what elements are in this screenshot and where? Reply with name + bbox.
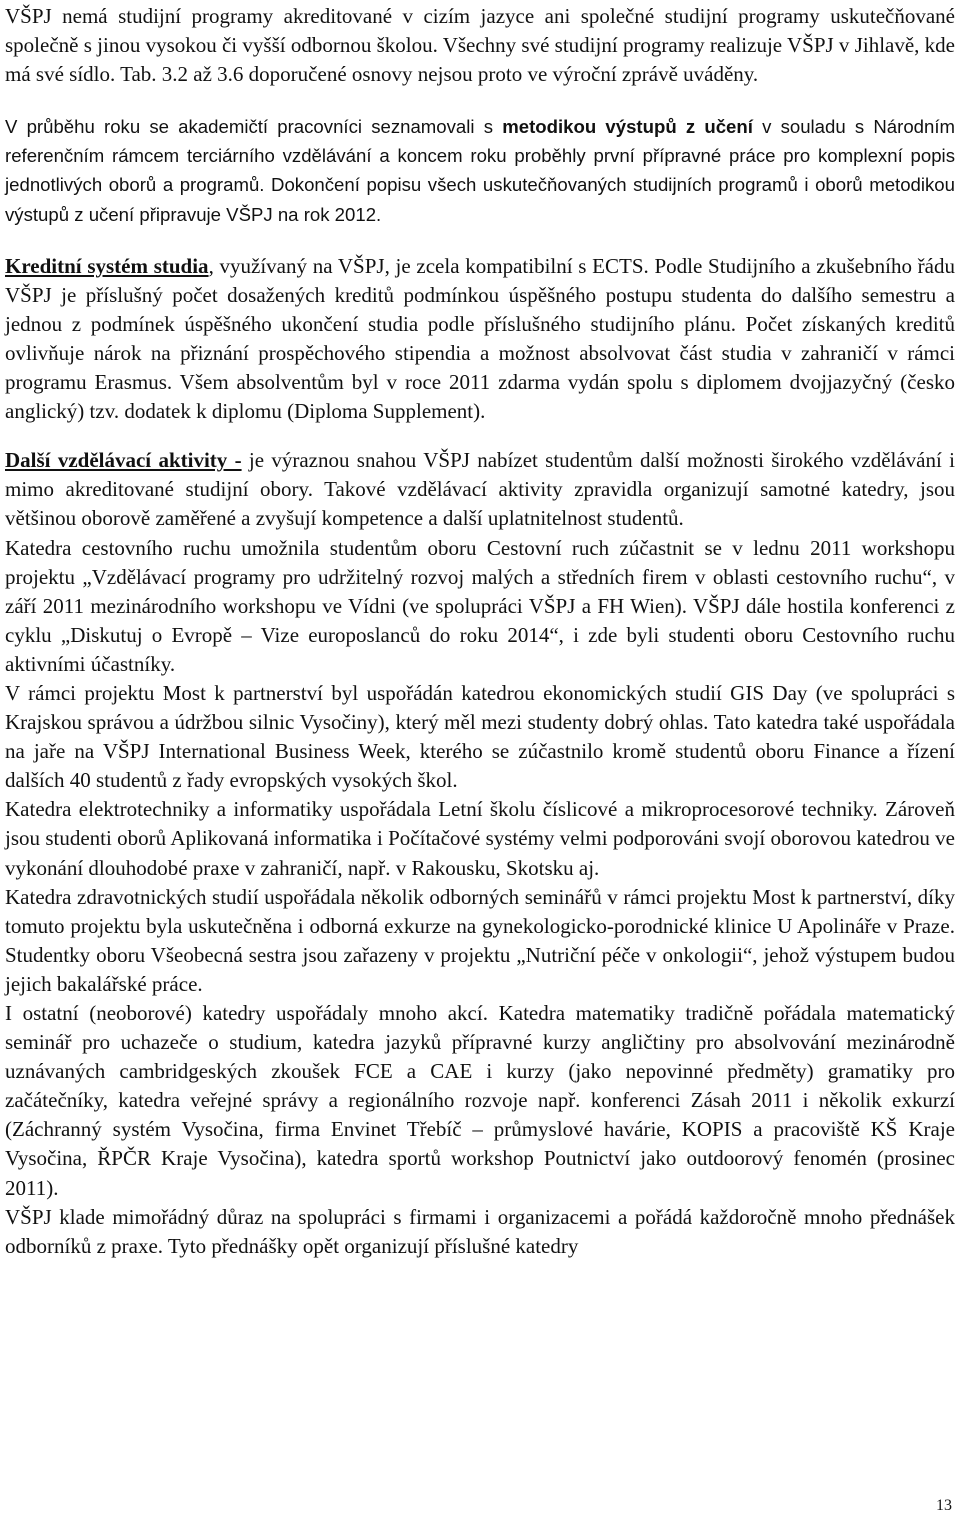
paragraph-health-department: Katedra zdravotnických studií uspořádala několik odborných seminářů v rámci projektu Most k partnerství, díky tomuto projektu byla uskutečněna i odborná exkurze na gynekologicko-porodnické klinice U Apolináře v Praze. Studentky oboru Všeobecná sestra jsou zařazeny v projektu „Nutriční péče v onkologii“, jehož výstupem budou jejich bakalářské práce. bbox=[5, 884, 955, 996]
learning-outcomes-heading: metodikou výstupů z učení bbox=[502, 116, 753, 138]
credit-system-heading: Kreditní systém studia bbox=[5, 253, 209, 278]
paragraph-economics-department: V rámci projektu Most k partnerství byl uspořádán katedrou ekonomických studií GIS Day (ve spolupráci s Krajskou správou a údržbou silnic Vysočiny), který měl mezi studenty dobrý ohlas. Tato katedra také uspořádala na jaře na VŠPJ International Business Week, kterého se zúčastnilo kromě studentů oboru Finance a řízení dalších 40 studentů z řady evropských vysokých škol. bbox=[5, 680, 955, 793]
paragraph-tourism-department: Katedra cestovního ruchu umožnila studentům oboru Cestovní ruch zúčastnit se v lednu 2011 workshopu projektu „Vzdělávací programy pro udržitelný rozvoj malých a středních firem v oblasti cestovního ruchu“, v září 2011 mezinárodního workshopu ve Vídni (ve spolupráci VŠPJ a FH Wien). VŠPJ dále hostila konferenci z cyklu „Diskutuj o Evropě – Vize europoslanců do roku 2014“, i zde byli studenti oboru Cestovního ruchu aktivními účastníky. bbox=[5, 535, 955, 676]
other-activities-heading: Další vzdělávací aktivity - bbox=[5, 448, 242, 473]
paragraph-industry-cooperation: VŠPJ klade mimořádný důraz na spolupráci s firmami i organizacemi a pořádá každoročně mnoho přednášek odborníků z praxe. Tyto přednášky opět organizují příslušné katedry bbox=[5, 1204, 955, 1258]
paragraph-other-departments: I ostatní (neoborové) katedry uspořádaly mnoho akcí. Katedra matematiky tradičně pořádala matematický seminář pro uchazeče o studium, katedra jazyků přípravné kurzy angličtiny pro absolvování mezinárodně uznávaných cambridgeských zkoušek FCE a CAE i kurzy (jako nepovinné předměty) gramatiky pro začátečníky, katedra veřejné správy a regionálního rozvoje např. konferenci Zásah 2011 i několik exkurzí (Záchranný systém Vysočina, firma Envinet Třebíč – průmyslové havárie, KOPIS a pracoviště KŠ Kraje Vysočina, ŘPČR Kraje Vysočina), katedra sportů workshop Poutnictví jako outdoorový fenomén (prosinec 2011). bbox=[5, 1001, 955, 1200]
document-page bbox=[5, 2, 955, 1261]
paragraph-other-activities-text: je výraznou snahou VŠPJ nabízet studentům další možnosti širokého vzdělávání i mimo akreditované studijní obory. Takové vzdělávací aktivity zpravidla organizují samotné katedry, jsou většinou oborově zaměřené a zvyšují kompetence a další uplatnitelnost studentů. bbox=[5, 448, 955, 531]
paragraph-credit-system-text: , využívaný na VŠPJ, je zcela kompatibilní s ECTS. Podle Studijního a zkušebního řádu VŠPJ je příslušný počet dosažených kreditů podmínkou úspěšného postupu studenta do dalšího semestru a jednou z podmínek úspěšného ukončení studia podle příslušného studijního plánu. Počet získaných kreditů ovlivňuje nárok na přiznání prospěchového stipendia a možnost absolvovat část studia v zahraničí v rámci programu Erasmus. Všem absolventům byl v roce 2011 zdarma vydán spolu s diplomem dvojjazyčný (česko anglický) tzv. dodatek k diplomu (Diploma Supplement). bbox=[5, 253, 955, 424]
paragraph-learning-outcomes-text: v souladu s Národním referenčním rámcem terciárního vzdělávání a koncem roku proběhly první přípravné práce pro komplexní popis jednotlivých oborů a programů. Dokončení popisu všech uskutečňovaných studijních programů i oborů metodikou výstupů z učení připravuje VŠPJ na rok 2012. bbox=[5, 116, 955, 225]
paragraph-learning-outcomes-lead: V průběhu roku se akademičtí pracovníci seznamovali s bbox=[5, 116, 503, 138]
paragraph-learning-outcomes bbox=[5, 112, 955, 228]
paragraph-other-activities bbox=[5, 446, 955, 533]
paragraph-electrical-department: Katedra elektrotechniky a informatiky uspořádala Letní školu číslicové a mikroprocesorové techniky. Zároveň jsou studenti oborů Aplikovaná informatika i Počítačové systémy velmi podporováni svojí oborovou katedrou ve vykonání dlouhodobé praxe v zahraničí, např. v Rakousku, Skotsku aj. bbox=[5, 797, 955, 880]
paragraph-credit-system bbox=[5, 252, 955, 427]
page-number: 13 bbox=[936, 1497, 952, 1514]
paragraph-programs: VŠPJ nemá studijní programy akreditované v cizím jazyce ani společné studijní programy uskutečňované společně s jinou vysokou či vyšší odbornou školou. Všechny své studijní programy realizuje VŠPJ v Jihlavě, kde má své sídlo. Tab. 3.2 až 3.6 doporučené osnovy nejsou proto ve výroční zprávě uváděny. bbox=[5, 4, 955, 87]
